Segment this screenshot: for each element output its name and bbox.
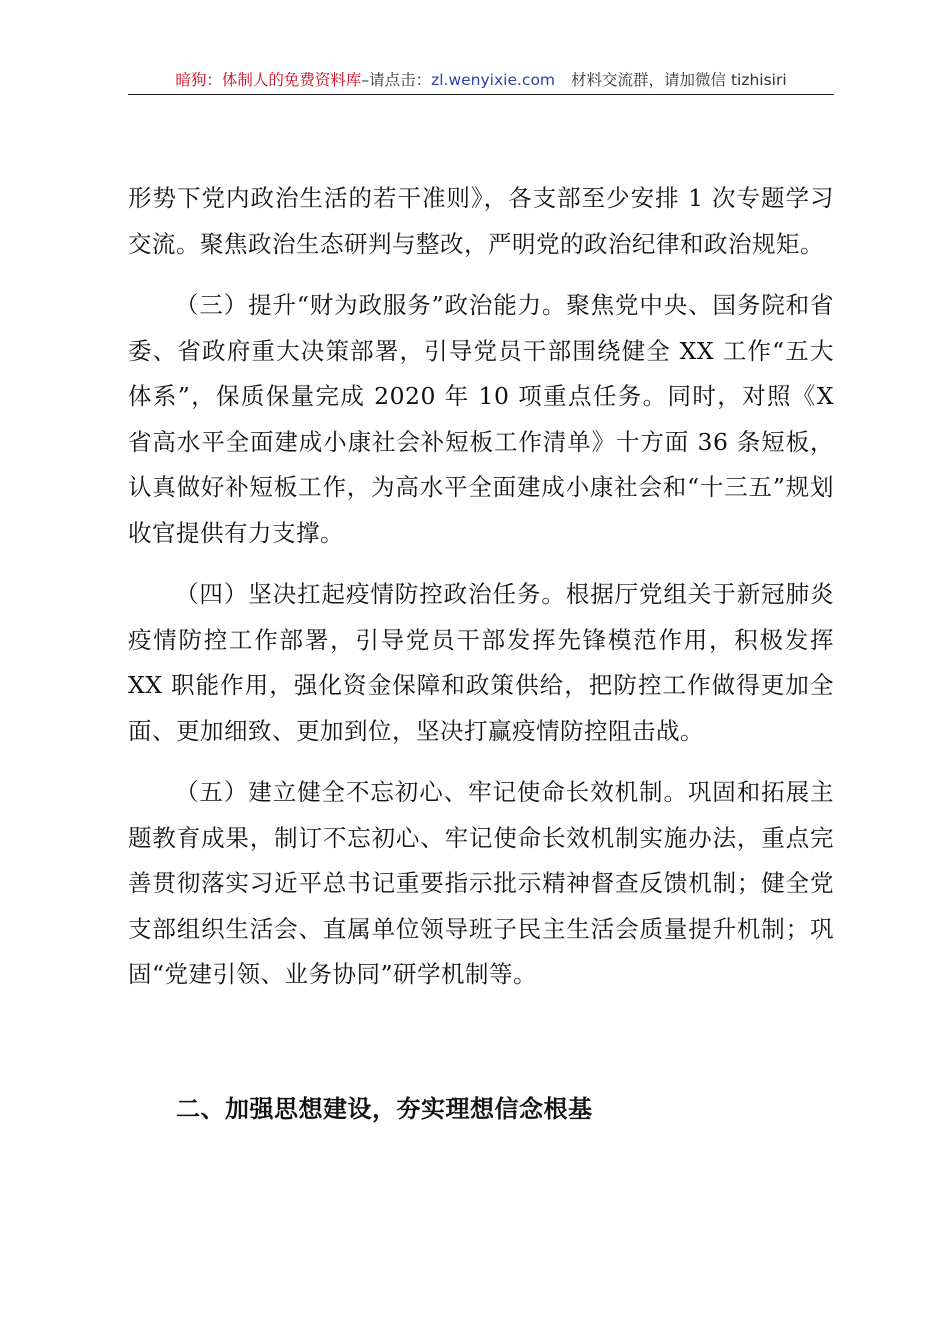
paragraph-section-3: （三）提升“财为政服务”政治能力。聚焦党中央、国务院和省委、省政府重大决策部署，引导党员干部围绕健全 XX 工作“五大体系”，保质保量完成 2020 年 10 项重点任务。同时，对照《X 省高水平全面建成小康社会补短板工作清单》十方面 36 条短板，认真做好补短板工作，为高水平全面建成小康社会和“十三五”规划收官提供有力支撑。 (128, 291, 834, 547)
paragraph-continuation: 形势下党内政治生活的若干准则》，各支部至少安排 1 次专题学习交流。聚焦政治生态研判与整改，严明党的政治纪律和政治规矩。 (128, 184, 834, 258)
header-brand: 暗狗：体制人的免费资料库 (175, 71, 362, 89)
page-header (128, 68, 834, 95)
header-group-text: 材料交流群，请加微信 tizhisiri (571, 71, 787, 89)
header-click-prefix: –请点击： (361, 71, 432, 89)
paragraph-section-4: （四）坚决扛起疫情防控政治任务。根据厅党组关于新冠肺炎疫情防控工作部署，引导党员干部发挥先锋模范作用，积极发挥 XX 职能作用，强化资金保障和政策供给，把防控工作做得更加全面、更加细致、更加到位，坚决打赢疫情防控阻击战。 (128, 580, 834, 745)
section-heading: 二、加强思想建设，夯实理想信念根基 (176, 1095, 593, 1123)
paragraph-section-5: （五）建立健全不忘初心、牢记使命长效机制。巩固和拓展主题教育成果，制订不忘初心、牢记使命长效机制实施办法，重点完善贯彻落实习近平总书记重要指示批示精神督查反馈机制；健全党支部组织生活会、直属单位领导班子民主生活会质量提升机制；巩固“党建引领、业务协同”研学机制等。 (128, 778, 834, 988)
document-body (128, 176, 834, 1014)
header-url-link[interactable]: zl.wenyixie.com (431, 71, 556, 89)
